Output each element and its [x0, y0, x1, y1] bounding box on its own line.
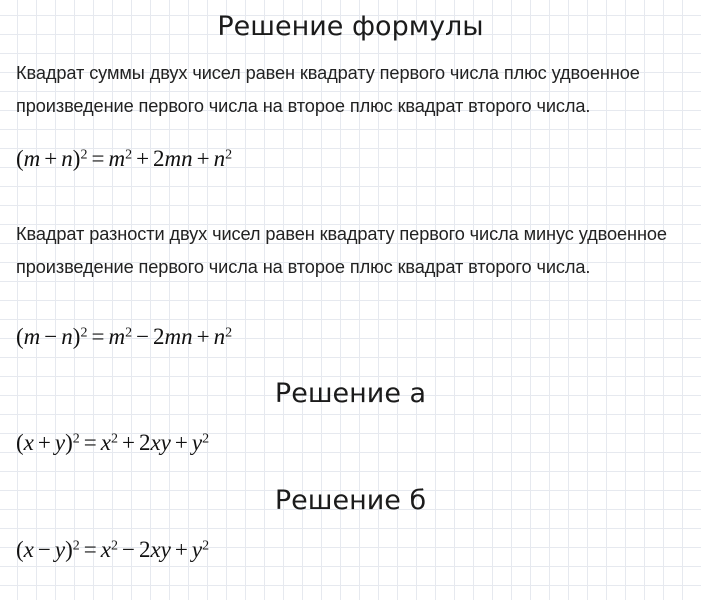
formula-solution-b: $(x - y)^2 = x^2 - 2xy + y^2$ [16, 537, 210, 562]
page-title: Решение формулы [217, 11, 484, 42]
formula-square-of-difference: $(m - n)^2 = m^2 - 2mn + n^2$ [16, 324, 233, 349]
formula-solution-a: $(x + y)^2 = x^2 + 2xy + y^2$ [16, 430, 210, 455]
section-heading-b: Решение б [274, 485, 427, 516]
formula-square-of-sum: $(m + n)^2 = m^2 + 2mn + n^2$ [16, 146, 233, 171]
section-heading-a: Решение а [274, 378, 427, 409]
rule-square-of-difference: Квадрат разности двух чисел равен квадрату первого числа минус удвоенное произведение первого числа на второе плюс квадрат второго числа. [16, 224, 667, 277]
rule-square-of-sum: Квадрат суммы двух чисел равен квадрату первого числа плюс удвоенное произведение первого числа на второе плюс квадрат второго числа. [16, 63, 640, 116]
